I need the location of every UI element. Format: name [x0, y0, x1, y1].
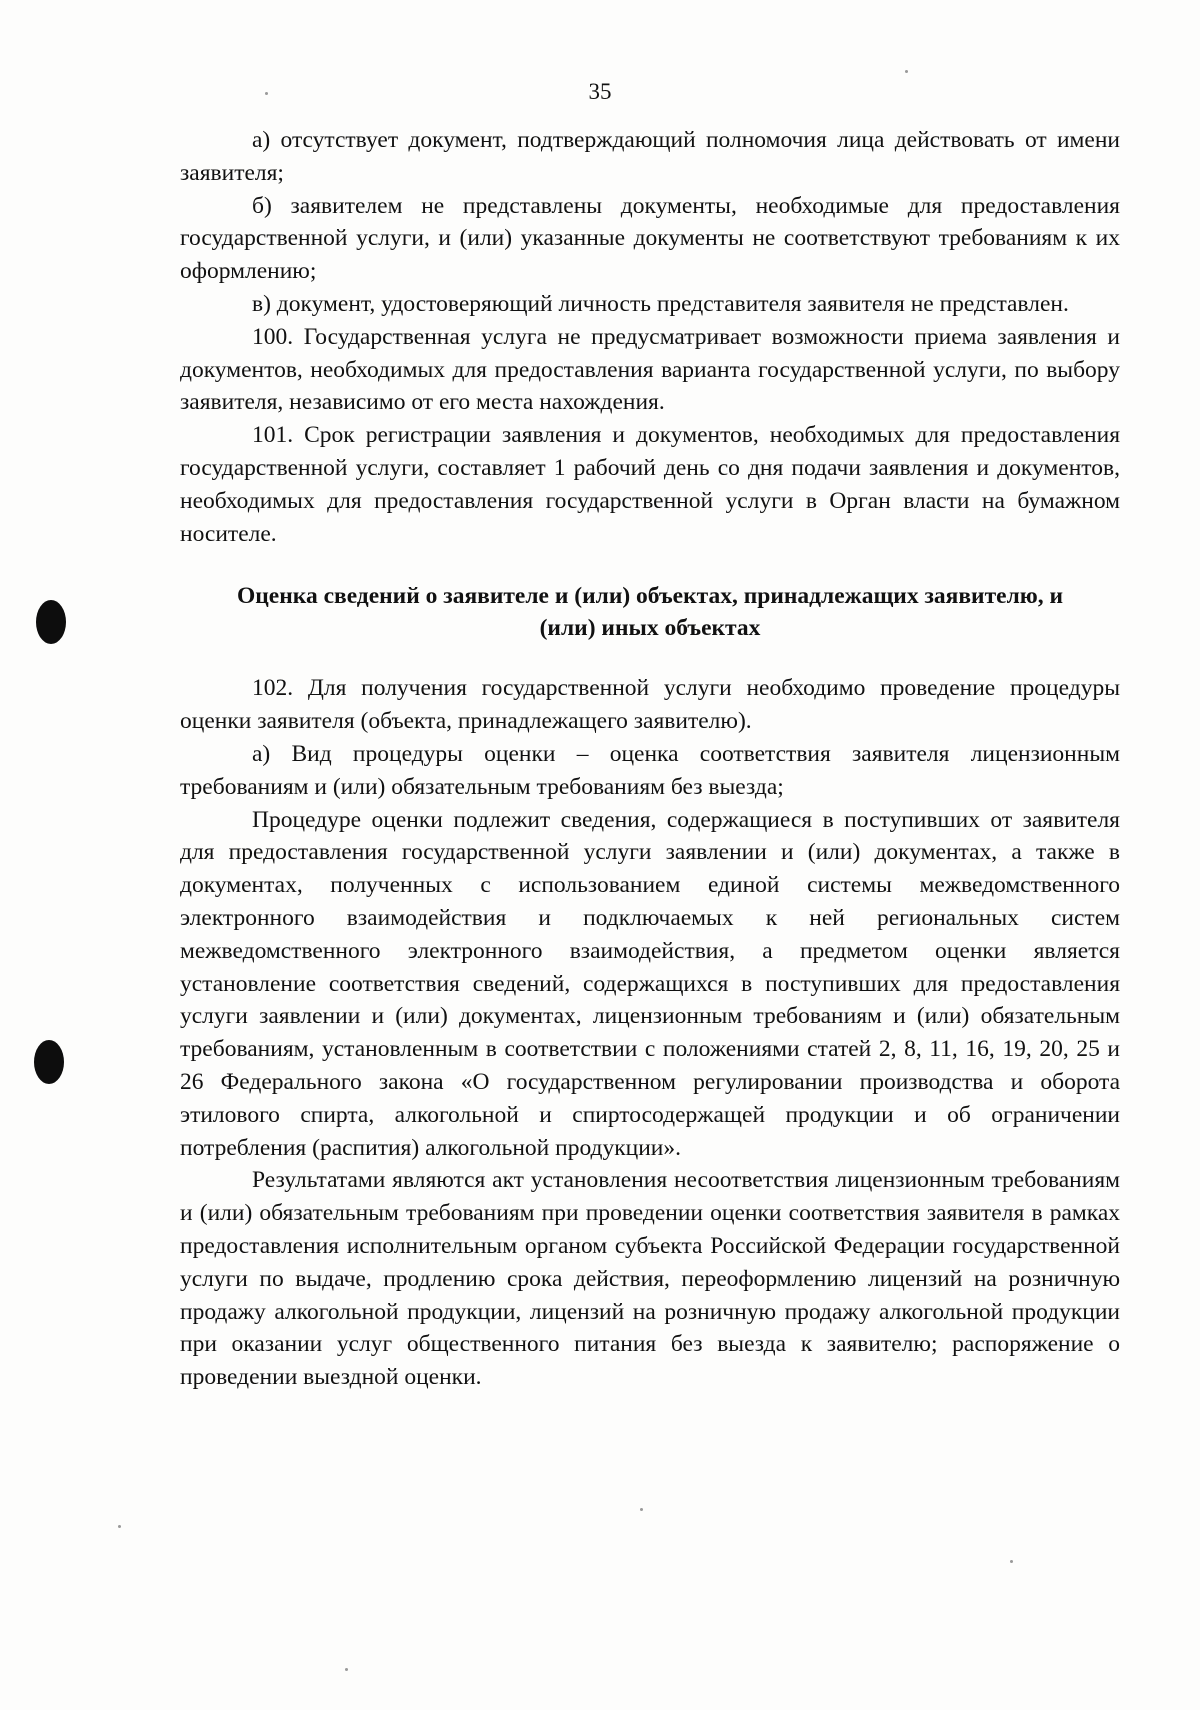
- paragraph-102-a: а) Вид процедуры оценки – оценка соответствия заявителя лицензионным требованиям и (или) обязательным требованиям без выезда;: [180, 740, 1120, 800]
- scan-speck: [640, 1508, 643, 1511]
- punch-hole-bottom: [34, 1040, 64, 1084]
- paragraph-v-identity: в) документ, удостоверяющий личность представителя заявителя не представлен.: [252, 290, 1069, 317]
- page-number: 35: [588, 79, 612, 104]
- paragraph-b-documents: б) заявителем не представлены документы, необходимые для предоставления государственной услуги, и (или) указанные документы не соответствуют требованиям к их оформлению;: [180, 192, 1120, 285]
- paragraph-a-authority: а) отсутствует документ, подтверждающий полномочия лица действовать от имени заявителя;: [180, 127, 1120, 186]
- section-heading: Оценка сведений о заявителе и (или) объектах, принадлежащих заявителю, и (или) иных объектах: [236, 583, 1064, 642]
- scan-speck: [345, 1668, 348, 1671]
- paragraph-101: 101. Срок регистрации заявления и документов, необходимых для предоставления государственной услуги, составляет 1 рабочий день со дня подачи заявления и документов, необходимых для предоставления государственной услуги в Орган власти на бумажном носителе.: [180, 422, 1120, 547]
- paragraph-results: Результатами являются акт установления несоответствия лицензионным требованиям и (или) обязательным требованиям при проведении оценки соответствия заявителя в рамках предоставления исполнительным органом субъекта Российской Федерации государственной услуги по выдаче, продлению срока действия, переоформлению лицензий на розничную продажу алкогольной продукции, лицензий на розничную продажу алкогольной продукции при оказании услуг общественного питания без выезда к заявителю; распоряжение о проведении выездной оценки.: [180, 1167, 1120, 1391]
- paragraph-assessment-subject: Процедуре оценки подлежит сведения, содержащиеся в поступивших от заявителя для предоставления государственной услуги заявлении и (или) документах, а также в документах, полученных с использованием единой системы межведомственного электронного взаимодействия и подключаемых к ней региональных систем межведомственного электронного взаимодействия, а предметом оценки является установление соответствия сведений, содержащихся в поступивших для предоставления услуги заявлении и (или) документах, лицензионным требованиям и (или) обязательным требованиям, установленным в соответствии с положениями статей 2, 8, 11, 16, 19, 20, 25 и 26 Федерального закона «О государственном регулировании производства и оборота этилового спирта, алкогольной и спиртосодержащей продукции и об ограничении потребления (распития) алкогольной продукции».: [180, 806, 1120, 1161]
- document-body: [180, 124, 1120, 1394]
- punch-hole-top: [36, 600, 66, 644]
- paragraph-102: 102. Для получения государственной услуги необходимо проведение процедуры оценки заявителя (объекта, принадлежащего заявителю).: [180, 675, 1120, 735]
- scan-speck: [905, 70, 908, 73]
- paragraph-100: 100. Государственная услуга не предусматривает возможности приема заявления и документов, необходимых для предоставления варианта государственной услуги, по выбору заявителя, независимо от его места нахождения.: [180, 323, 1120, 416]
- scan-speck: [118, 1525, 121, 1528]
- scan-speck: [1010, 1560, 1013, 1563]
